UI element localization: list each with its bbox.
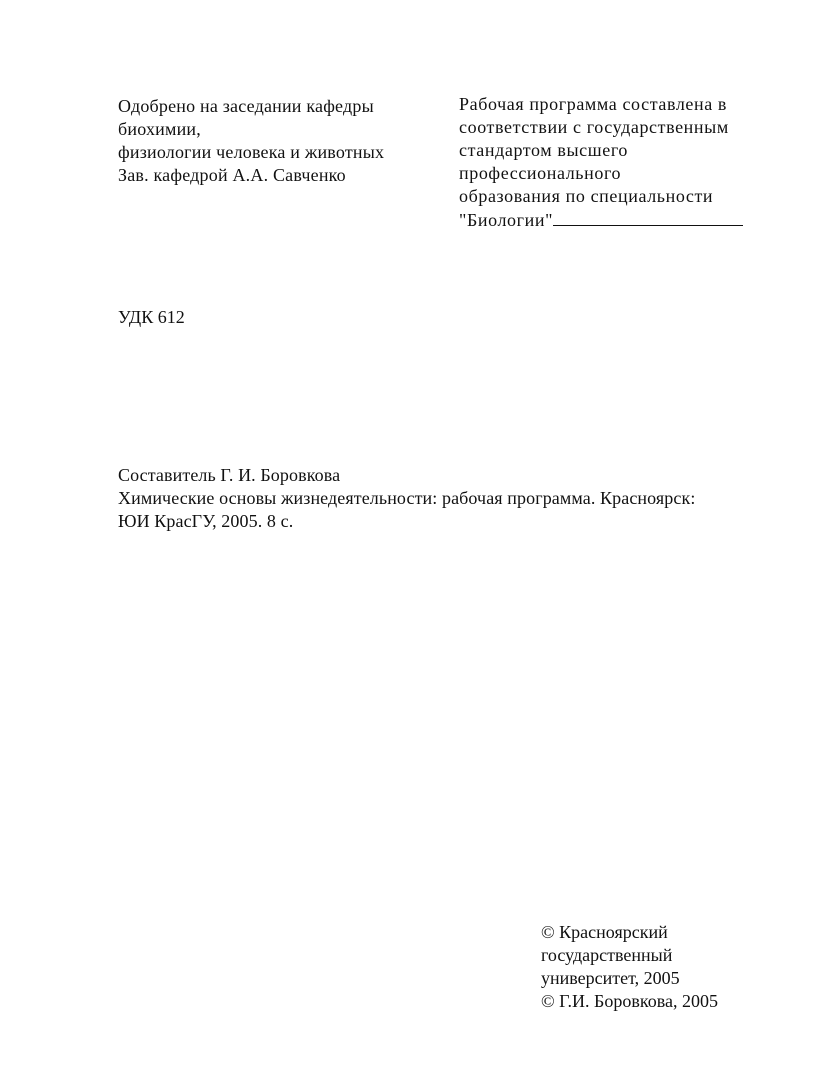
- copyright-line: университет, 2005: [541, 968, 680, 988]
- copyright-block: [541, 921, 781, 1013]
- program-note-line: образования по специальности: [459, 186, 714, 206]
- copyright-line: государственный: [541, 945, 673, 965]
- approval-head-line: Зав. кафедрой А.А. Савченко: [118, 165, 346, 185]
- program-note-line: Рабочая программа составлена в: [459, 94, 728, 114]
- copyright-line: © Красноярский: [541, 922, 668, 942]
- approval-line: биохимии,: [118, 119, 201, 139]
- approval-line: физиологии человека и животных: [118, 142, 385, 162]
- copyright-line: © Г.И. Боровкова, 2005: [541, 991, 718, 1011]
- compiler-line: Составитель Г. И. Боровкова: [118, 465, 341, 485]
- udk-code: УДК 612: [118, 307, 185, 327]
- signature-blank-line: [553, 208, 743, 226]
- bibliographic-reference: [118, 464, 778, 533]
- program-note-block: [459, 93, 759, 232]
- program-note-specialty-line: [459, 208, 759, 232]
- program-note-line: стандартом высшего: [459, 140, 628, 160]
- approval-line: Одобрено на заседании кафедры: [118, 96, 374, 116]
- approval-block: [118, 95, 438, 187]
- publisher-line: ЮИ КрасГУ, 2005. 8 с.: [118, 511, 294, 531]
- title-line: Химические основы жизнедеятельности: рабочая программа. Красноярск:: [118, 488, 696, 508]
- specialty-name: "Биологии": [459, 210, 554, 230]
- program-note-line: профессионального: [459, 163, 622, 183]
- program-note-line: соответствии с государственным: [459, 117, 729, 137]
